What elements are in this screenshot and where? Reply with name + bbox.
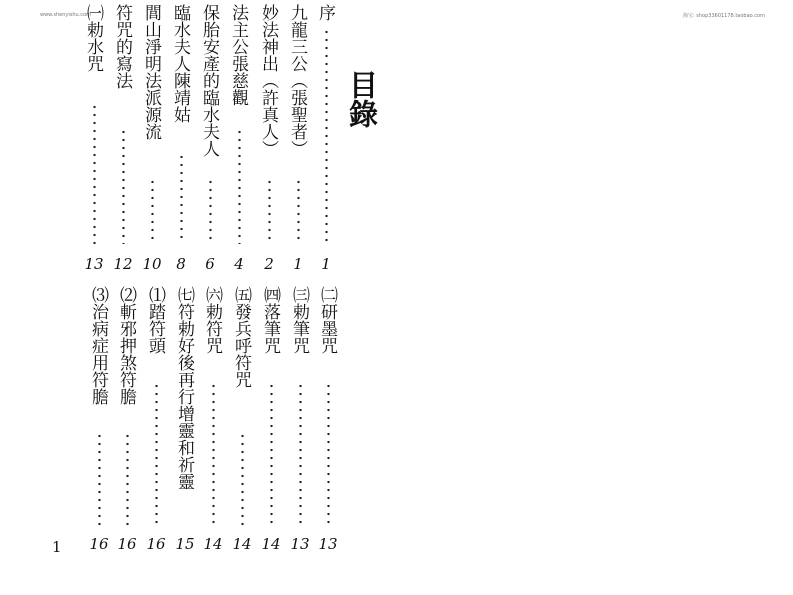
toc-entry: ⑴踏符頭 bbox=[145, 286, 165, 354]
page-number: 10 bbox=[142, 255, 162, 273]
page-number: 14 bbox=[232, 535, 252, 553]
page-number: 1 bbox=[293, 255, 303, 273]
toc-entry: ⑵斬邪押煞符膽 bbox=[116, 286, 136, 405]
page-number: 13 bbox=[290, 535, 310, 553]
toc-entry: ⑶治病症用符膽 bbox=[88, 286, 108, 405]
toc-entry: 法主公張慈觀 bbox=[228, 4, 248, 106]
leader-dots bbox=[299, 382, 302, 526]
page-number: 16 bbox=[146, 535, 166, 553]
folio-page-number: 1 bbox=[52, 538, 62, 556]
leader-dots bbox=[241, 432, 244, 526]
page-title: 目錄 bbox=[345, 70, 379, 128]
page-number: 16 bbox=[117, 535, 137, 553]
leader-dots bbox=[155, 382, 158, 526]
leader-dots bbox=[327, 382, 330, 526]
toc-entry: ㈣落筆咒 bbox=[260, 286, 280, 354]
toc-entry: 序 bbox=[315, 4, 335, 21]
page-number: 6 bbox=[205, 255, 215, 273]
leader-dots bbox=[180, 153, 183, 244]
toc-entry: ㈠勅水咒 bbox=[83, 4, 103, 72]
leader-dots bbox=[209, 178, 212, 244]
header-left-url: www.shenyishu.com bbox=[40, 12, 91, 18]
page-number: 13 bbox=[84, 255, 104, 273]
toc-entry: ㈦符勅好後再行增靈和祈靈 bbox=[174, 286, 194, 490]
toc-entry: ㈢勅筆咒 bbox=[289, 286, 309, 354]
toc-entry: 符咒的寫法 bbox=[112, 4, 132, 89]
page-number: 13 bbox=[318, 535, 338, 553]
leader-dots bbox=[297, 178, 300, 244]
page-number: 15 bbox=[175, 535, 195, 553]
leader-dots bbox=[238, 128, 241, 244]
page-number: 1 bbox=[321, 255, 331, 273]
leader-dots bbox=[270, 382, 273, 526]
toc-entry: 九龍三公（張聖者） bbox=[287, 4, 307, 157]
page-number: 4 bbox=[234, 255, 244, 273]
leader-dots bbox=[126, 432, 129, 526]
page-number: 12 bbox=[113, 255, 133, 273]
leader-dots bbox=[325, 28, 328, 243]
toc-entry: ㈡研墨咒 bbox=[317, 286, 337, 354]
toc-entry: ㈥勅符咒 bbox=[202, 286, 222, 354]
page-number: 16 bbox=[89, 535, 109, 553]
toc-entry: ㈤發兵呼符咒 bbox=[231, 286, 251, 388]
leader-dots bbox=[151, 178, 154, 244]
leader-dots bbox=[268, 178, 271, 244]
page-number: 8 bbox=[176, 255, 186, 273]
page-number: 2 bbox=[264, 255, 274, 273]
leader-dots bbox=[212, 382, 215, 526]
leader-dots bbox=[122, 128, 125, 244]
toc-entry: 保胎安產的臨水夫人 bbox=[199, 4, 219, 157]
leader-dots bbox=[98, 432, 101, 526]
page-number: 14 bbox=[261, 535, 281, 553]
toc-entry: 臨水夫人陳靖姑 bbox=[170, 4, 190, 123]
toc-entry: 妙法神出（許真人） bbox=[258, 4, 278, 157]
page-number: 14 bbox=[203, 535, 223, 553]
header-right-shop: 淘宝: shop33601178.taobao.com bbox=[683, 13, 765, 19]
leader-dots bbox=[93, 103, 96, 244]
toc-entry: 閭山淨明法派源流 bbox=[141, 4, 161, 140]
